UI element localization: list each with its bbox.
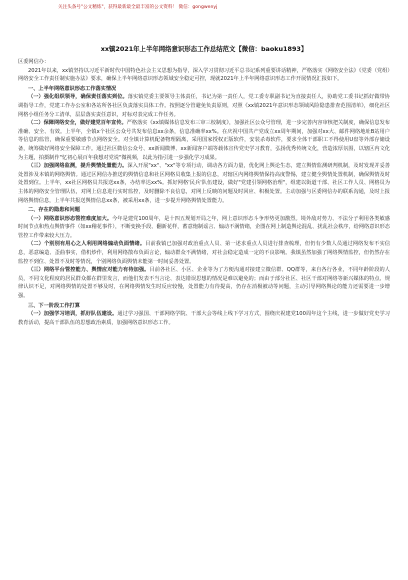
salutation: 区委网信办： [18, 59, 50, 65]
section-paragraph [18, 162, 390, 205]
paragraph-title: （一）加强学习培训，抓好队伍建设。 [28, 311, 118, 318]
paragraph-title: （一）强化组织领导，确保责任落实到位。 [28, 94, 128, 101]
section-paragraph [18, 266, 390, 300]
paragraph-text: 深入开展"xx"、"xx"等专项行动，调动各方面力量，优化网上舆论生态，建立舆情监测研判机制，及时发现并妥善处置涉及本镇的网络舆情。通过区网信办推送的舆情信息和社区网格员收集上报的信息，对辖区内网络舆情保持高度警惕，建立健全舆情处置机制，确保舆情及时处置到位。上半年，xx社区网格员共报送xx条，办结率达xx%。抓好网格'民兵'队伍建设，做好"党建引领网格治理"，组建以街道干部、社区工作人员、网格员为主体的网络安全管理队伍，对网上信息进行实时监控，及时删除不良信息，对网上反映的问题及时回应、积极处置。主动加强与区委网信办的联系沟通，及时上报网络舆情信息，上半年共报送舆情信息xx条，被采用xx条，进一步提升网络舆情处置能力。 [18, 163, 390, 204]
paragraph-text: 今年是建党100周年，是十四五规划开局之年，网上意识形态斗争形势更加激烈。境外敌对势力、不法分子利用各类敏感时间节点和热点舆情事件（如xx稽花事件），不断变换手段、翻新花样，蓄意炮制谣言、煽动不满情绪，企图在网上制造舆论混乱、扰乱社会秩序，给网络意识形态管控工作带来较大压力。 [18, 215, 390, 239]
paragraph-title: （三）加强网络监测，提升舆情处置能力。 [28, 163, 128, 170]
section-heading: 三、下一阶段工作打算 [28, 302, 80, 309]
header-promo-note: 关注头条号"公文精炼"，获得最新最全最丰富的公文资料！ 微信：gongwenyj [58, 5, 218, 10]
section-paragraph [18, 215, 390, 241]
section-paragraph [18, 93, 390, 119]
paragraph-text: 落实镇党委主要领导主体责任，书记为第一责任人，党工委专职副书记为直接责任人，协助党工委书记抓好做带协调指导工作，党建工作办公室和各站所各社区负责落实具体工作。按照逐分管避免负责原则，对照《xx镇2021年意识形态领域风险隐患排查范围清单》，细化社区网格小组任务分工清单，层层落实责任意识，对标对表完成工作任务。 [18, 94, 390, 118]
section-paragraph [18, 240, 390, 266]
paragraph-text: 目前我镇已加强对政治重点人员、第一述求重点人员进行排查梳理，但仍有少数人员通过网络发布不实信息，恶意编造、歪曲事实，借机炒作，利用网络散布负面言论，煽动群众不满情绪，对社会稳定造成一定的不良影响。我镇虽然加强了网络舆情监控，但仍然存在监控不到位、处置不及时等情况，个别网络负面舆情未能第一时间妥善处置。 [18, 241, 390, 265]
section-heading: 二、存在的隐患和问题 [28, 207, 80, 214]
paragraph-title: （二）保障网络安全，做好建党百年宣传。 [28, 120, 127, 127]
section-paragraph [18, 119, 390, 162]
paragraph-text: 严格落实《xx镇媒体信息发布三审三校制度》，加强社区公众号管理，进一步完善内容审核把关制度，确保信息发布准确、安全、有效。上半年，全镇x个社区公众号共发布信息xx余条，信息准确率xx%。在庆祝中国共产党成立xx周年期间，加强对xx大、邮件网络地址B站用户等信息的监管，确保重要敏感节点网络安全。对全镇计算机配备物理隔离，采用国家授权正版软件，安装杀毒软件，要求全体干部职工不得使用U盘等外部存储设备，统筹做好网络安全保障工作。通过社区微信公众号、xx新闻微博、xx新闻客户端等载体宣传党史学习教育，弘扬优秀传统文化，营造浓厚氛围，以辖区内文化为主题，拍摄制作"忆初心展百年我想对党说"微视频，以此为指引进一步强化学习成果。 [18, 120, 390, 161]
paragraph-text: 通过学习强国、干部网络学院、干部大会等线上线下学习方式，围绕庆祝建党100周年这个主线，进一步做好党史学习教育活动，提高干部队伍的思想政治素质，加强网络意识形态工作。 [18, 311, 390, 326]
paragraph-text: 目前各社区、小区、企业等为了方便沟通对接建立微信群、QQ群等，来自各行各业，不同年龄阶段的人员，不同文化程度的居民群众都在群里发言，而他们发表不当言论、表达错误思想的情况是难以避免的；而由于部分社区、社区干部对网络等新兴媒体的特点、规律认识不足，对网络舆情的处置不够及时，在网络舆情发生时反应较慢，处置能力有待提高，仍存在消极被动等问题，主动引导网络舆论的能力还需要进一步增强。 [18, 267, 390, 300]
intro-paragraph: 2021年以来，xx镇坚持以习近平新时代中国特色社会主义思想为指导，深入学习贯彻习近平总书记系列重要讲话精神，严格落实《网络安全法》《党委（党组）网络安全工作责任制实施办法》要求，确保上半年网络意识形态领域安全稳定可控，现就2021年上半年网络意识形态工作开展情况汇报如下。 [18, 67, 390, 83]
paragraph-title: （三）网络平台管控能力、舆情应对能力有待加强。 [28, 267, 150, 274]
section-paragraph [18, 310, 390, 327]
section-heading: 一、上半年网络意识形态工作落实情况 [28, 85, 117, 92]
document-body [18, 58, 390, 327]
paragraph-title: （二）个别别有用心之人利用网络煽动负面情绪。 [28, 241, 146, 248]
paragraph-title: （一）网络意识形态管控难度加大。 [28, 215, 113, 222]
document-title: xx镇2021年上半年网络意识形态工作总结范文【微信：baoku1893】 [100, 45, 308, 53]
